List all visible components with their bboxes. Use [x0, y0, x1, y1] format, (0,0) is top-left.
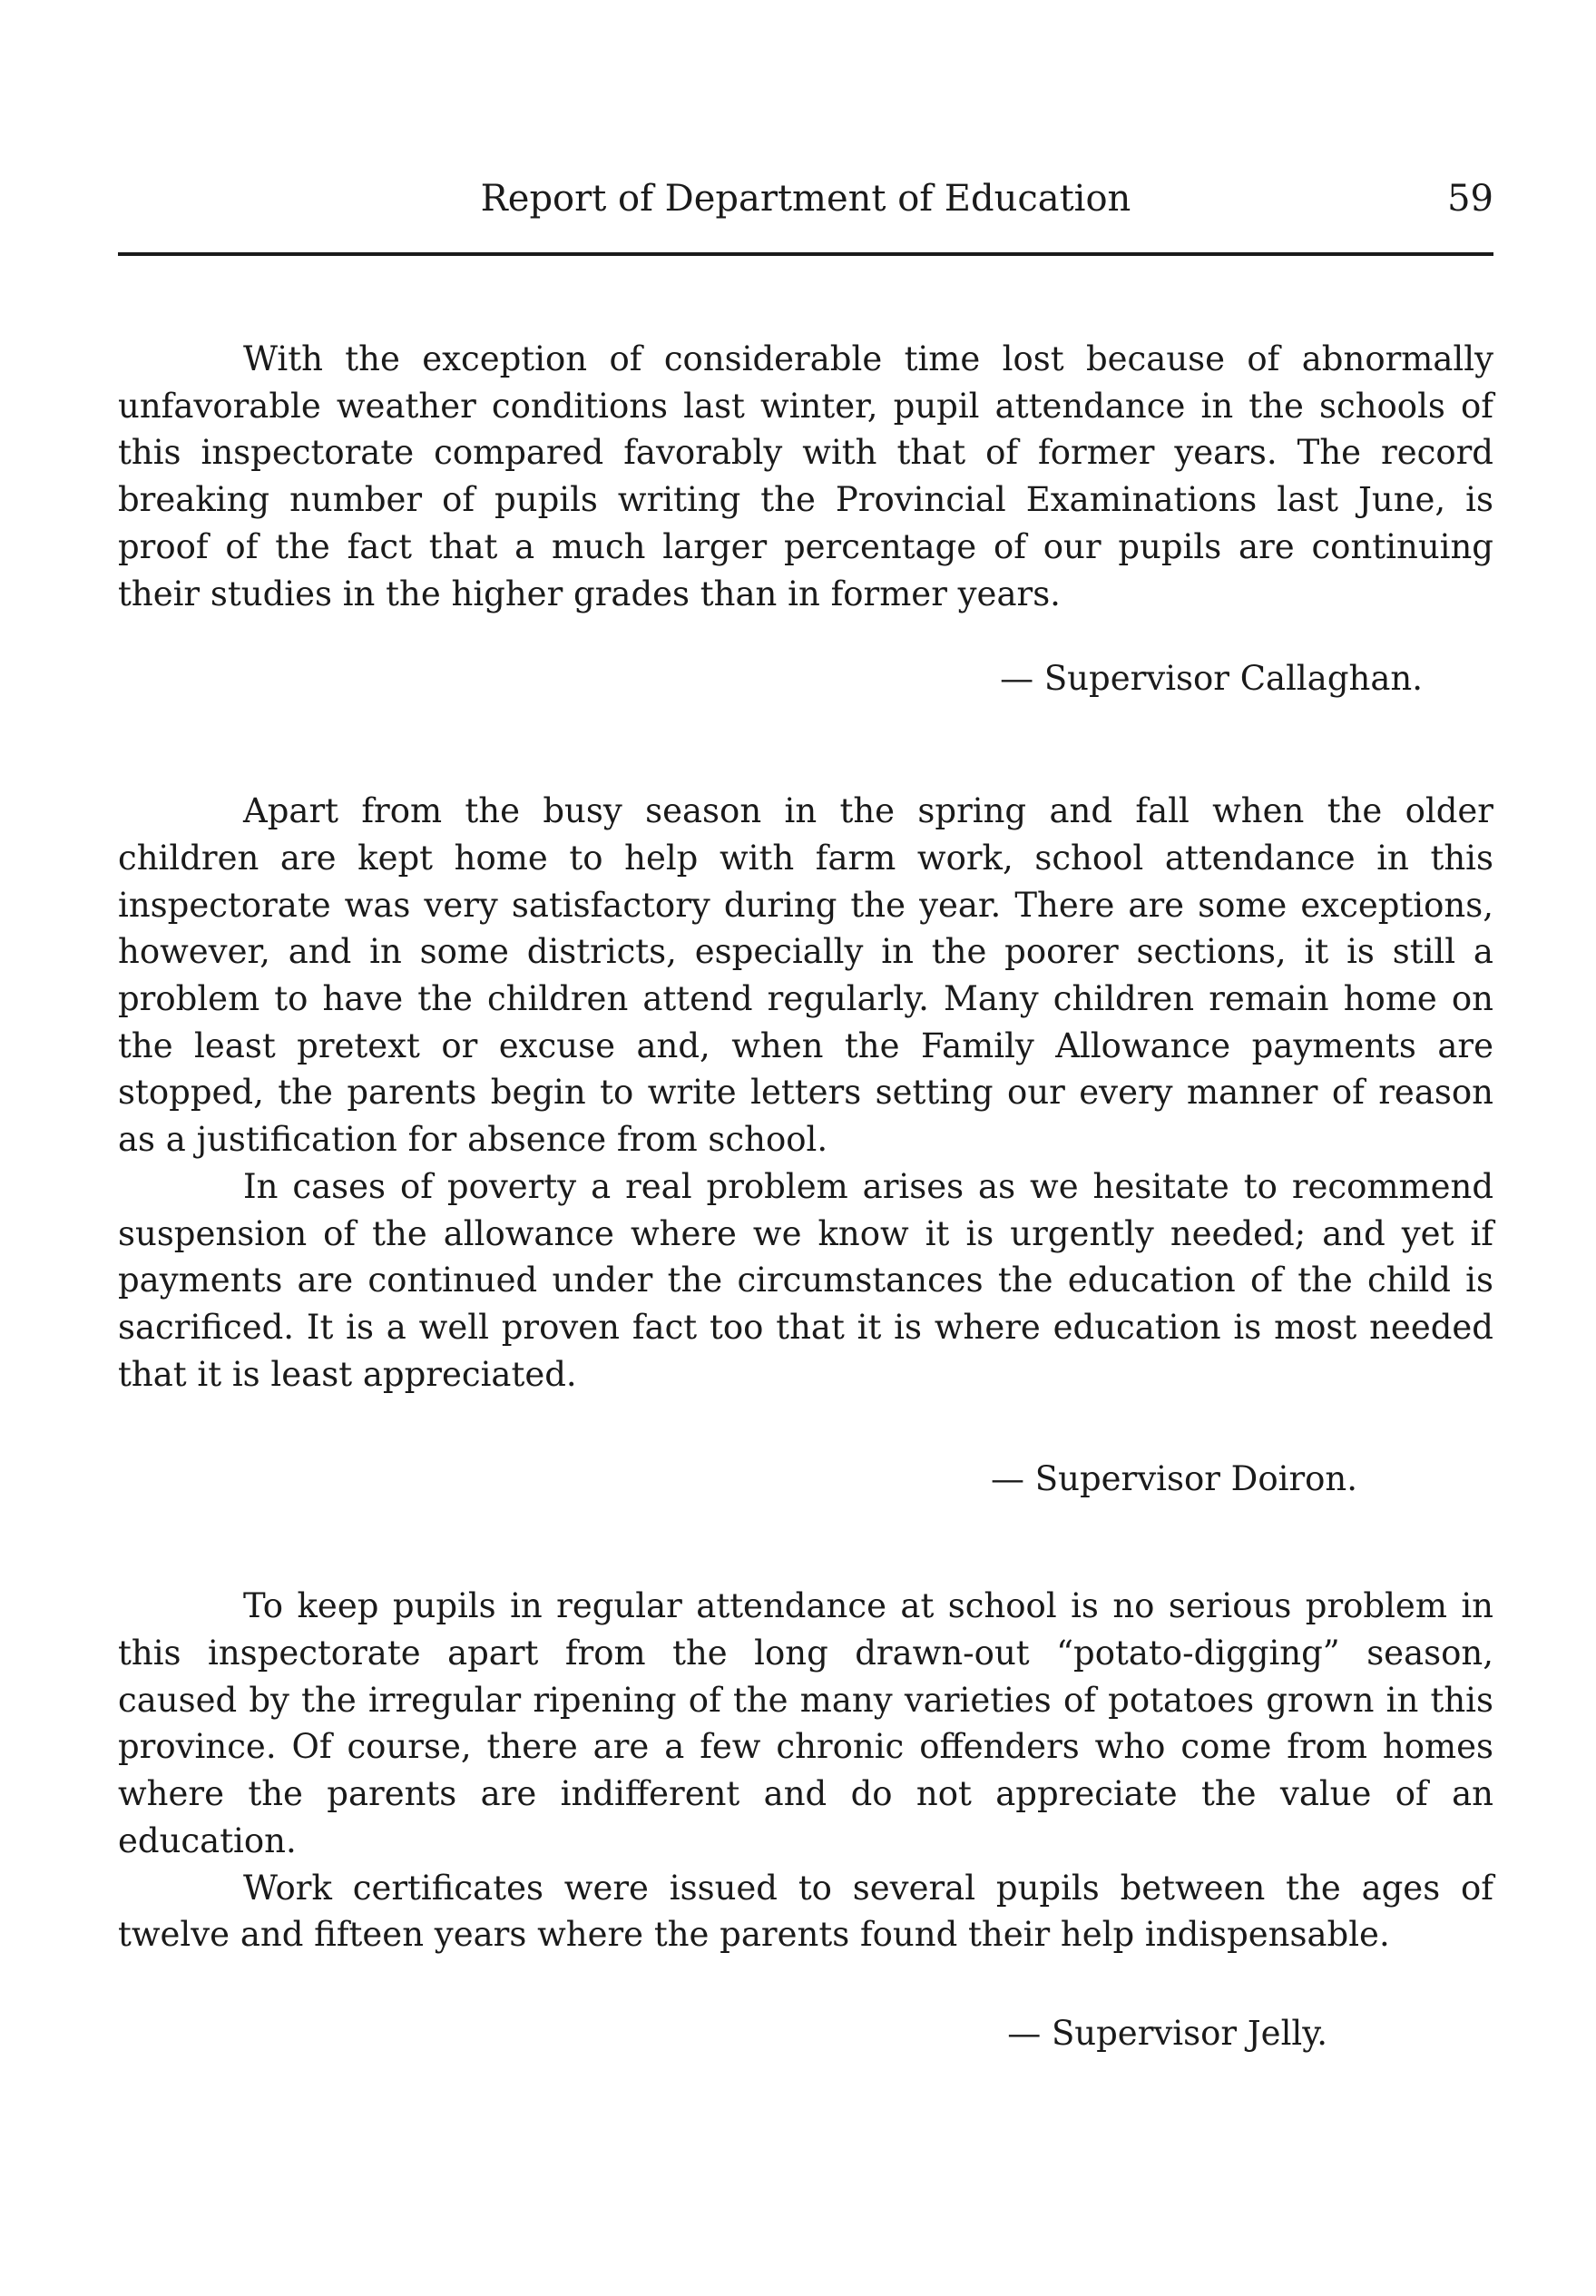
paragraph: Apart from the busy season in the spring and fall when the older children are kept home to help with farm work, school attendance in this inspectorate was very satisfactory during the year. There are some exceptions, however, and in some districts, especially in the poorer sections, it is still a problem to have the children attend regularly. Many children remain home on the least pretext or excuse and, when the Family Allowance payments are stopped, the parents begin to write letters setting our every manner of reason as a justification for absence from school.: [118, 791, 1493, 1160]
signature: — Supervisor Callaghan.: [1000, 659, 1423, 699]
paragraph: In cases of poverty a real problem arises as we hesitate to recommend suspension of the allowance where we know it is urgently needed; and yet if payments are continued under the circumstances the education of the child is sacrificed. It is a well proven fact too that it is where education is most needed that it is least appreciated.: [118, 1166, 1493, 1394]
report-section-callaghan: [118, 336, 1493, 702]
report-section-doiron: [118, 788, 1493, 1503]
paragraph: With the exception of considerable time lost because of abnormally unfavorable weather conditions last winter, pupil attendance in the schools of this inspectorate compared favorably with that of former years. The record breaking number of pupils writing the Provincial Examinations last June, is proof of the fact that a much larger percentage of our pupils are continuing their studies in the higher grades than in former years.: [118, 339, 1493, 613]
page-number: 59: [1447, 178, 1493, 220]
signature: — Supervisor Doiron.: [991, 1459, 1357, 1499]
report-section-jelly: [118, 1583, 1493, 2057]
running-title: Report of Department of Education: [480, 178, 1131, 220]
signature: — Supervisor Jelly.: [1007, 2013, 1327, 2053]
page-body: [118, 336, 1493, 2057]
header-rule: [118, 252, 1493, 256]
page-header: [118, 178, 1493, 232]
paragraph: Work certificates were issued to several pupils between the ages of twelve and fifteen years where the parents found their help indispensable.: [118, 1868, 1493, 1955]
paragraph: To keep pupils in regular attendance at school is no serious problem in this inspectorate apart from the long drawn-out “potato-digging” season, caused by the irregular ripening of the many varieties of potatoes grown in this province. Of course, there are a few chronic offenders who come from homes where the parents are indifferent and do not appreciate the value of an education.: [118, 1586, 1493, 1860]
